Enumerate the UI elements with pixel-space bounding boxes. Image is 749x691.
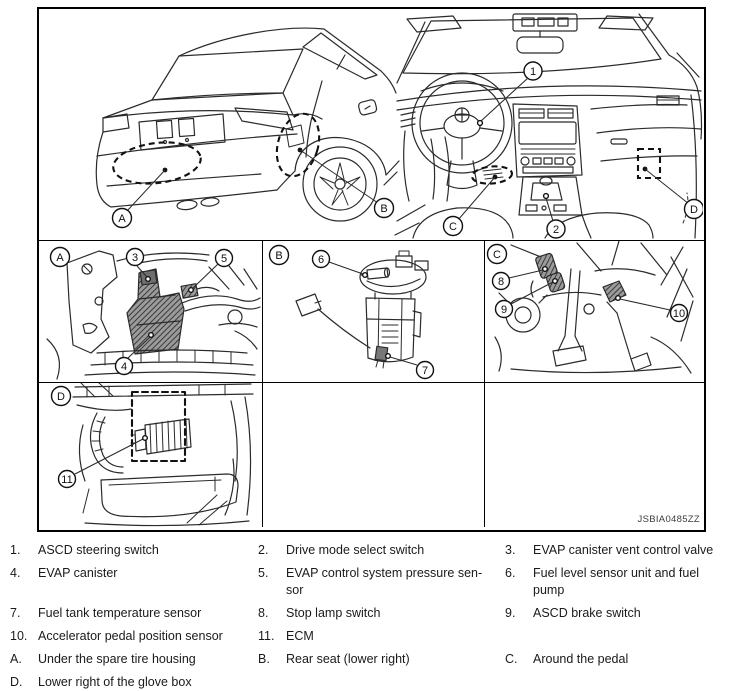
legend-item-9 — [505, 605, 741, 622]
legend-key: 1. — [10, 543, 21, 557]
legend-key: 7. — [10, 606, 21, 620]
vehicle-overview-drawing — [39, 9, 703, 240]
float — [296, 294, 321, 316]
legend-item-11 — [258, 628, 505, 645]
callout-B — [375, 199, 394, 218]
svg-text:9: 9 — [500, 303, 508, 316]
legend-key: 8. — [258, 606, 269, 620]
legend-key: B. — [258, 652, 270, 666]
legend-text: ASCD brake switch — [533, 606, 641, 620]
figure-row-bottom — [39, 383, 704, 527]
legend-item-8 — [258, 605, 505, 622]
legend — [10, 542, 741, 691]
legend-text: ECM — [286, 629, 314, 643]
svg-text:C: C — [449, 220, 457, 233]
center-stack — [513, 104, 582, 177]
empty-cell-bottom-middle — [263, 383, 486, 527]
svg-text:A: A — [56, 251, 64, 264]
legend-item-4 — [10, 565, 258, 599]
figure-code: JSBIA0485ZZ — [637, 514, 700, 525]
legend-item-A — [10, 651, 258, 668]
legend-text: EVAP canister — [38, 566, 118, 580]
svg-text:C: C — [493, 248, 501, 261]
evap-canister-drawing — [39, 241, 261, 382]
legend-item-10 — [10, 628, 258, 645]
car-rear-drawing — [96, 28, 399, 221]
location-C-marker — [444, 165, 513, 236]
pedal-structure — [495, 241, 693, 373]
legend-key: 5. — [258, 566, 269, 580]
steering-wheel — [412, 73, 512, 189]
legend-item-D — [10, 674, 258, 691]
legend-item-C — [505, 651, 741, 668]
shifter-console — [519, 177, 582, 215]
empty-cell-bottom-right — [485, 383, 704, 527]
legend-key: D. — [10, 675, 23, 689]
legend-text: Rear seat (lower right) — [286, 652, 410, 666]
legend-empty-cell — [505, 628, 741, 645]
legend-key: 4. — [10, 566, 21, 580]
legend-key: 11. — [258, 629, 275, 643]
fuel-pump-module — [296, 251, 428, 368]
legend-item-6 — [505, 565, 741, 599]
svg-text:8: 8 — [497, 275, 505, 288]
callout-6 — [312, 251, 367, 278]
callout-7 — [385, 354, 433, 379]
svg-text:4: 4 — [120, 360, 128, 373]
location-A-marker — [111, 138, 203, 228]
svg-text:6: 6 — [317, 253, 324, 266]
legend-item-7 — [10, 605, 258, 622]
svg-text:B: B — [380, 202, 388, 215]
legend-key: 3. — [505, 543, 516, 557]
legend-empty-cell — [258, 674, 505, 691]
svg-text:B: B — [274, 249, 283, 262]
legend-text: Around the pedal — [533, 652, 629, 666]
temp-sensor — [375, 346, 388, 360]
svg-text:A: A — [118, 212, 126, 225]
legend-item-2 — [258, 542, 505, 559]
legend-item-5 — [258, 565, 505, 599]
legend-text: Stop lamp switch — [286, 606, 381, 620]
legend-empty-cell — [505, 674, 741, 691]
fuel-pump-drawing — [263, 241, 484, 382]
svg-text:10: 10 — [672, 307, 686, 320]
svg-text:2: 2 — [552, 223, 560, 236]
legend-key: 6. — [505, 566, 516, 580]
rear-wheel — [303, 147, 377, 221]
svg-text:5: 5 — [220, 252, 228, 265]
svg-text:D: D — [690, 203, 698, 216]
ecm-unit — [131, 419, 191, 454]
legend-text: Drive mode select switch — [286, 543, 425, 557]
legend-key: C. — [505, 652, 518, 666]
glovebox-ecm-drawing — [39, 383, 261, 527]
location-B-marker — [270, 109, 394, 218]
callout-D — [685, 200, 704, 219]
panel-A — [39, 241, 263, 382]
panel-D-label — [52, 387, 71, 406]
legend-text: EVAP control system pressure sensor — [286, 566, 483, 597]
svg-text:7: 7 — [421, 364, 428, 377]
legend-key: A. — [10, 652, 22, 666]
legend-key: 10. — [10, 629, 28, 643]
svg-text:1: 1 — [529, 65, 537, 78]
callout-A — [113, 209, 132, 228]
panel-C — [485, 241, 704, 382]
panel-B-label — [269, 246, 288, 265]
panel-A-label — [51, 248, 70, 267]
legend-text: EVAP canister vent control valve — [533, 543, 714, 557]
accel-position-sensor — [603, 281, 626, 302]
svg-text:3: 3 — [131, 251, 139, 264]
callout-1 — [478, 62, 542, 125]
legend-text: Lower right of the glove box — [38, 675, 192, 689]
callout-10 — [616, 296, 688, 322]
figure-row-top — [39, 9, 704, 241]
panel-B — [263, 241, 486, 382]
legend-item-3 — [505, 542, 741, 559]
legend-text: ASCD steering switch — [38, 543, 159, 557]
legend-text: Fuel tank temperature sensor — [38, 606, 202, 620]
location-D-marker — [638, 149, 703, 219]
callout-C — [444, 217, 463, 236]
legend-text: Accelerator pedal position sensor — [38, 629, 223, 643]
legend-text: Fuel level sensor unit and fuel pump — [533, 566, 700, 597]
legend-item-B — [258, 651, 505, 668]
evap-canister — [127, 269, 219, 354]
legend-item-1 — [10, 542, 258, 559]
svg-text:11: 11 — [61, 473, 73, 486]
legend-text: Under the spare tire housing — [38, 652, 196, 666]
legend-key: 9. — [505, 606, 516, 620]
legend-key: 2. — [258, 543, 269, 557]
pedal-area-drawing — [485, 241, 702, 382]
glovebox-area — [73, 383, 253, 526]
svg-text:D: D — [57, 390, 65, 403]
component-location-figure — [37, 7, 706, 532]
figure-row-middle — [39, 241, 704, 383]
panel-C-label — [488, 245, 507, 264]
panel-D — [39, 383, 263, 527]
